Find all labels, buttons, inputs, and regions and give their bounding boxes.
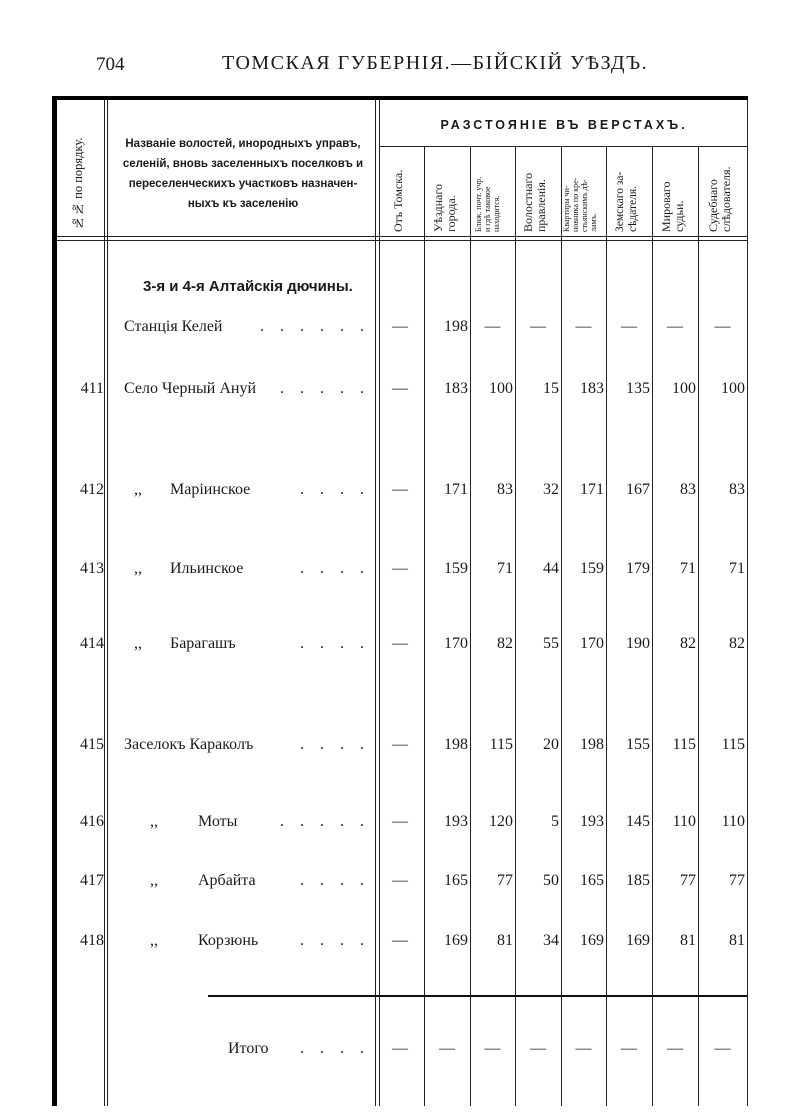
cell-zemsky-assessor: 167 <box>626 481 650 498</box>
total-label: Итого <box>228 1040 269 1057</box>
col-number-header: №№ по порядку. <box>71 137 85 230</box>
cell-investigator: 115 <box>721 736 745 753</box>
total-volost: — <box>530 1040 546 1057</box>
total-investigator: — <box>714 1040 731 1057</box>
total-post-office: — <box>484 1040 501 1057</box>
cell-investigator: 77 <box>729 872 745 889</box>
col-rule <box>561 146 562 1106</box>
cell-peasant-official: 193 <box>580 813 604 830</box>
row-number: 411 <box>80 380 104 397</box>
dist-col-header: Уѣзднаго города. <box>431 183 458 232</box>
total-row <box>0 1040 800 1064</box>
cell-zemsky-assessor: 190 <box>626 635 650 652</box>
row-number: 412 <box>80 481 104 498</box>
cell-post-office: 71 <box>497 560 513 577</box>
table-top-rule <box>52 96 748 100</box>
ditto-mark: ,, <box>150 872 158 889</box>
cell-volost: — <box>530 318 546 335</box>
cell-justice: 81 <box>680 932 696 949</box>
cell-from-tomsk: — <box>392 813 408 830</box>
cell-justice: 83 <box>680 481 696 498</box>
page-number: 704 <box>96 54 125 75</box>
row-name: Маріинское <box>170 481 251 498</box>
cell-justice: 77 <box>680 872 696 889</box>
cell-investigator: — <box>714 318 731 335</box>
leader-dots: . . . . <box>300 560 370 577</box>
header-under-rule <box>380 146 747 147</box>
dist-col-header: Квартиры чи- новника по кре- стьянскимъ дѣ- ламъ. <box>562 177 598 232</box>
cell-zemsky-assessor: 179 <box>626 560 650 577</box>
col-rule <box>515 146 516 1106</box>
row-name: Арбайта <box>198 872 256 889</box>
cell-peasant-official: 170 <box>580 635 604 652</box>
row-name: Село Черный Ануй <box>124 380 257 397</box>
table-row <box>0 872 800 896</box>
row-number: 413 <box>80 560 104 577</box>
cell-from-tomsk: — <box>392 932 408 949</box>
cell-post-office: 83 <box>497 481 513 498</box>
leader-dots: . . . . . <box>280 813 370 830</box>
cell-volost: 34 <box>543 932 559 949</box>
cell-from-tomsk: — <box>392 481 408 498</box>
cell-district-town: 171 <box>444 481 468 498</box>
total-district-town: — <box>439 1040 455 1057</box>
col-rule <box>424 146 425 1106</box>
col-rule <box>652 146 653 1106</box>
distance-header: РАЗСТОЯНІЕ ВЪ ВЕРСТАХЪ. <box>440 118 688 132</box>
cell-investigator: 100 <box>721 380 745 397</box>
dist-col-header: Волостнаго правленія. <box>521 172 548 232</box>
dist-col-header: Ближ. почт. учр. и гдѣ таковое находится. <box>474 176 501 232</box>
leader-dots: . . . . <box>300 635 370 652</box>
total-justice: — <box>667 1040 683 1057</box>
row-name: Ильинское <box>170 560 244 577</box>
row-name: Заселокъ Караколъ <box>124 736 254 753</box>
row-number: 418 <box>80 932 104 949</box>
table-row <box>0 481 800 505</box>
cell-peasant-official: — <box>575 318 592 335</box>
dist-col-header: Мироваго судьи. <box>659 181 686 232</box>
row-name: Моты <box>198 813 238 830</box>
cell-zemsky-assessor: 145 <box>626 813 650 830</box>
cell-district-town: 159 <box>444 560 468 577</box>
cell-district-town: 198 <box>444 736 468 753</box>
cell-from-tomsk: — <box>392 736 408 753</box>
leader-dots: . . . . <box>300 872 370 889</box>
cell-post-office: 82 <box>497 635 513 652</box>
cell-zemsky-assessor: 169 <box>626 932 650 949</box>
cell-post-office: 115 <box>489 736 513 753</box>
cell-volost: 44 <box>543 560 559 577</box>
header-bottom-rule <box>57 240 747 241</box>
row-number: 416 <box>80 813 104 830</box>
cell-post-office: — <box>484 318 501 335</box>
cell-volost: 20 <box>543 736 559 753</box>
leader-dots: . . . . . . <box>260 318 370 335</box>
dist-col-header: Судебнаго слѣдователя. <box>706 166 733 232</box>
cell-district-town: 198 <box>444 318 468 335</box>
row-name: Корзюнь <box>198 932 259 949</box>
leader-dots: . . . . <box>300 481 370 498</box>
ditto-mark: ,, <box>134 481 142 498</box>
total-zemsky-assessor: — <box>621 1040 637 1057</box>
cell-justice: — <box>667 318 683 335</box>
total-from-tomsk: — <box>392 1040 408 1057</box>
ditto-mark: ,, <box>150 932 158 949</box>
col-names-header: Названіе волостей, инородныхъ управъ, селеній, вновь заселенныхъ поселковъ и переселенческихъ участковъ назначен- ныхъ къ заселенію <box>122 138 364 210</box>
cell-investigator: 71 <box>729 560 745 577</box>
table-row <box>0 318 800 342</box>
row-number: 414 <box>80 635 104 652</box>
row-name: Станція Келей <box>124 318 223 335</box>
cell-zemsky-assessor: 155 <box>626 736 650 753</box>
cell-peasant-official: 183 <box>580 380 604 397</box>
cell-justice: 110 <box>672 813 696 830</box>
cell-district-town: 169 <box>444 932 468 949</box>
cell-investigator: 81 <box>729 932 745 949</box>
table-row <box>0 560 800 584</box>
cell-zemsky-assessor: 185 <box>626 872 650 889</box>
cell-volost: 50 <box>543 872 559 889</box>
cell-justice: 71 <box>680 560 696 577</box>
table-row <box>0 380 800 404</box>
cell-post-office: 81 <box>497 932 513 949</box>
col-rule <box>470 146 471 1106</box>
dist-col-header: Земскаго за- сѣдателя. <box>614 171 639 232</box>
cell-volost: 15 <box>543 380 559 397</box>
leader-dots: . . . . . <box>280 380 370 397</box>
cell-district-town: 170 <box>444 635 468 652</box>
cell-peasant-official: 159 <box>580 560 604 577</box>
running-title: ТОМСКАЯ ГУБЕРНІЯ.—БІЙСКІЙ УѢЗДЪ. <box>222 52 649 74</box>
cell-justice: 82 <box>680 635 696 652</box>
cell-investigator: 110 <box>721 813 745 830</box>
cell-zemsky-assessor: 135 <box>626 380 650 397</box>
cell-from-tomsk: — <box>392 380 408 397</box>
cell-investigator: 82 <box>729 635 745 652</box>
cell-from-tomsk: — <box>392 318 408 335</box>
total-peasant-official: — <box>575 1040 592 1057</box>
row-number: 417 <box>80 872 104 889</box>
col-rule <box>606 146 607 1106</box>
total-rule <box>208 995 747 997</box>
cell-from-tomsk: — <box>392 635 408 652</box>
leader-dots: . . . . <box>300 736 370 753</box>
header-bottom-rule <box>57 236 747 237</box>
col-rule <box>698 146 699 1106</box>
table-row <box>0 932 800 956</box>
cell-peasant-official: 171 <box>580 481 604 498</box>
ditto-mark: ,, <box>134 560 142 577</box>
cell-district-town: 183 <box>444 380 468 397</box>
cell-from-tomsk: — <box>392 872 408 889</box>
table-row <box>0 635 800 659</box>
cell-investigator: 83 <box>729 481 745 498</box>
cell-justice: 115 <box>672 736 696 753</box>
row-name: Барагашъ <box>170 635 236 652</box>
cell-peasant-official: 198 <box>580 736 604 753</box>
table-row <box>0 813 800 837</box>
cell-district-town: 193 <box>444 813 468 830</box>
cell-post-office: 100 <box>489 380 513 397</box>
cell-peasant-official: 169 <box>580 932 604 949</box>
cell-peasant-official: 165 <box>580 872 604 889</box>
ditto-mark: ,, <box>150 813 158 830</box>
leader-dots: . . . . <box>300 1040 370 1057</box>
cell-post-office: 77 <box>497 872 513 889</box>
cell-volost: 55 <box>543 635 559 652</box>
cell-from-tomsk: — <box>392 560 408 577</box>
leader-dots: . . . . <box>300 932 370 949</box>
row-number: 415 <box>80 736 104 753</box>
cell-district-town: 165 <box>444 872 468 889</box>
cell-volost: 32 <box>543 481 559 498</box>
section-title: 3-я и 4-я Алтайскія дючины. <box>143 278 353 295</box>
cell-justice: 100 <box>672 380 696 397</box>
ditto-mark: ,, <box>134 635 142 652</box>
cell-post-office: 120 <box>489 813 513 830</box>
cell-volost: 5 <box>551 813 559 830</box>
table-row <box>0 736 800 760</box>
cell-zemsky-assessor: — <box>621 318 637 335</box>
dist-col-header: Отъ Томска. <box>391 169 405 232</box>
